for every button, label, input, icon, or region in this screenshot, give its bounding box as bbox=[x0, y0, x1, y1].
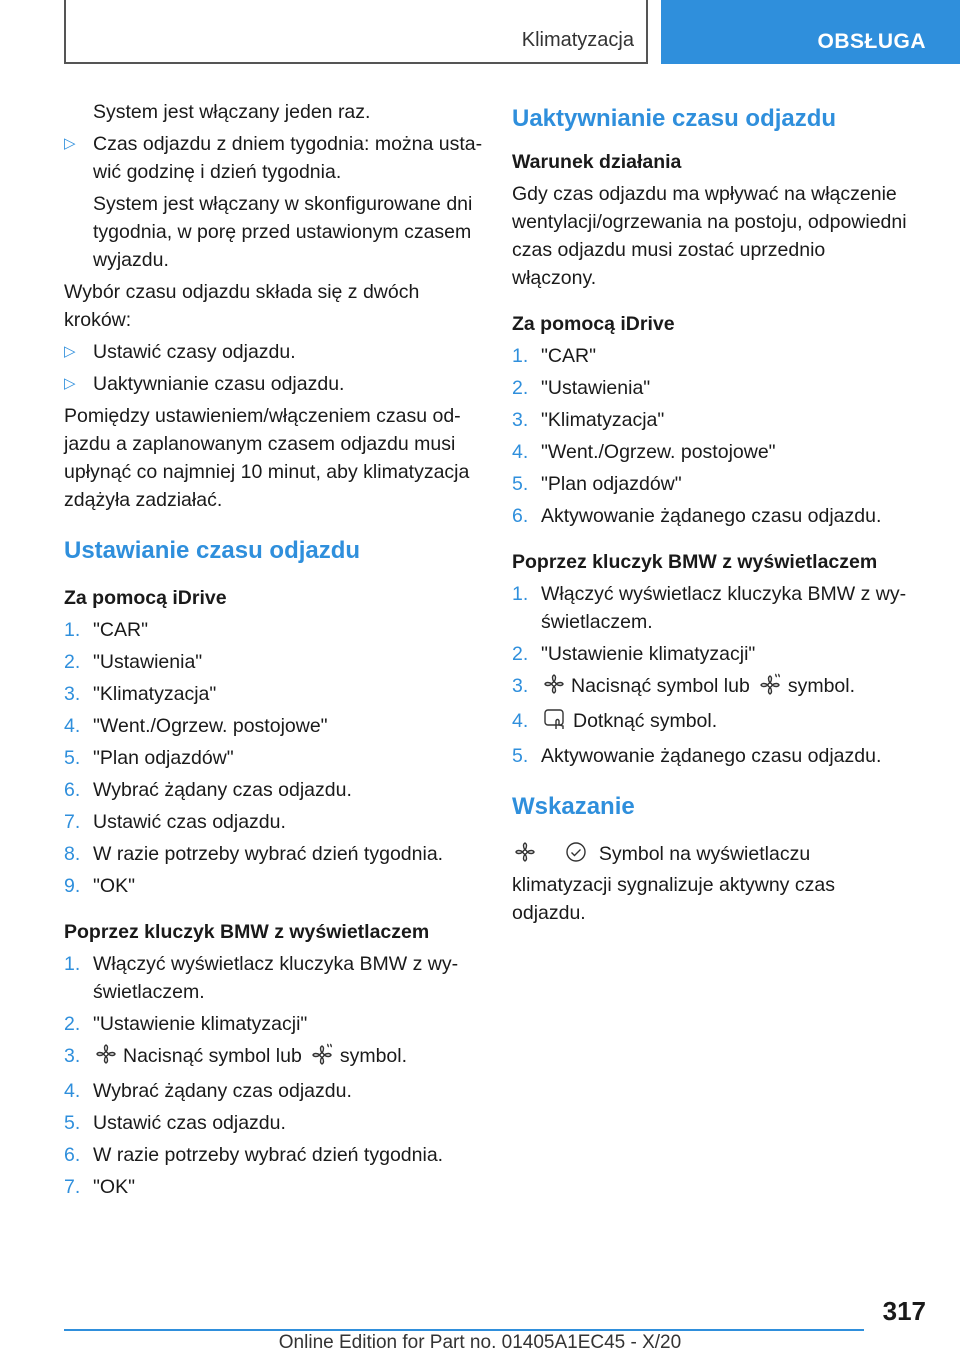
list-item bbox=[512, 672, 912, 703]
bullet-text: Uaktywnianie czasu odjazdu. bbox=[93, 373, 345, 395]
step-text: Włączyć wyświetlacz kluczyka BMW z wy‐ świetlaczem. bbox=[541, 583, 907, 633]
step-text: Ustawić czas odjazdu. bbox=[93, 811, 286, 833]
step-number: 5. bbox=[512, 745, 529, 767]
list-item bbox=[512, 502, 912, 530]
step-number: 4. bbox=[64, 1080, 81, 1102]
subheading: Poprzez kluczyk BMW z wyświetlaczem bbox=[64, 921, 430, 943]
step-text bbox=[93, 1042, 407, 1073]
list-item bbox=[64, 840, 484, 868]
list-item bbox=[512, 406, 912, 434]
section-tab bbox=[661, 0, 960, 64]
step-number: 2. bbox=[64, 651, 81, 673]
step-text: "Ustawienie klimatyzacji" bbox=[541, 643, 756, 665]
list-item bbox=[512, 374, 912, 402]
step-text: Wybrać żądany czas odjazdu. bbox=[93, 779, 352, 801]
list-item bbox=[64, 680, 484, 708]
list-item bbox=[64, 872, 484, 900]
list-item bbox=[64, 648, 484, 676]
paragraph: Wybór czasu odjazdu składa się z dwóch kroków: bbox=[64, 281, 420, 331]
section-heading: Uaktywnianie czasu odjazdu bbox=[512, 105, 837, 132]
step-text-a: Nacisnąć symbol lub bbox=[571, 675, 750, 697]
step-text bbox=[541, 707, 717, 738]
list-item bbox=[64, 712, 484, 740]
step-list bbox=[64, 616, 484, 900]
subheading: Za pomocą iDrive bbox=[512, 313, 675, 335]
section-heading: Wskazanie bbox=[512, 793, 635, 820]
touch-icon bbox=[543, 708, 567, 738]
list-item bbox=[64, 950, 484, 1006]
step-list bbox=[512, 342, 912, 530]
step-text-b: symbol. bbox=[787, 675, 856, 697]
step-number: 3. bbox=[512, 675, 529, 697]
step-number: 2. bbox=[512, 377, 529, 399]
step-number: 4. bbox=[512, 441, 529, 463]
step-text: "OK" bbox=[93, 1176, 136, 1198]
subheading: Za pomocą iDrive bbox=[64, 587, 227, 609]
triangle-bullet-icon: ▷ bbox=[64, 343, 76, 360]
step-text: "Ustawienia" bbox=[93, 651, 203, 673]
paragraph: System jest włączany w skonfigurowane dni tygodnia, w porę przed ustawionym czasem wyjazdu. bbox=[93, 193, 473, 271]
subheading: Warunek działania bbox=[512, 151, 682, 173]
step-text-a: Nacisnąć symbol lub bbox=[123, 1045, 302, 1067]
step-text: Wybrać żądany czas odjazdu. bbox=[93, 1080, 352, 1102]
step-text: "CAR" bbox=[93, 619, 149, 641]
bullet-text: Ustawić czasy odjazdu. bbox=[93, 341, 296, 363]
step-text: "Ustawienia" bbox=[541, 377, 651, 399]
list-item bbox=[64, 776, 484, 804]
step-number: 1. bbox=[64, 619, 81, 641]
step-number: 3. bbox=[512, 409, 529, 431]
step-number: 2. bbox=[512, 643, 529, 665]
list-item bbox=[512, 640, 912, 668]
step-text: "Klimatyzacja" bbox=[541, 409, 665, 431]
step-number: 1. bbox=[512, 345, 529, 367]
step-text: "OK" bbox=[93, 875, 136, 897]
list-item bbox=[64, 338, 484, 366]
step-text-a: Dotknąć symbol. bbox=[573, 710, 718, 732]
chapter-title: Klimatyzacja bbox=[521, 29, 634, 51]
list-item bbox=[512, 707, 912, 738]
left-column bbox=[64, 98, 484, 1205]
step-text: W razie potrzeby wybrać dzień tygodnia. bbox=[93, 1144, 444, 1166]
list-item bbox=[64, 1109, 484, 1137]
bullet-text: Czas odjazdu z dniem tygodnia: można usta‐ wić godzinę i dzień tygodnia. bbox=[93, 133, 483, 183]
list-item bbox=[64, 808, 484, 836]
paragraph: System jest włączany jeden raz. bbox=[93, 101, 371, 123]
fan-icon bbox=[514, 841, 536, 871]
step-text: W razie potrzeby wybrać dzień tygodnia. bbox=[93, 843, 444, 865]
fan-icon bbox=[95, 1043, 117, 1073]
triangle-bullet-icon: ▷ bbox=[64, 375, 76, 392]
list-item bbox=[64, 1010, 484, 1038]
step-text: "CAR" bbox=[541, 345, 597, 367]
step-text: "Went./Ogrzew. postojowe" bbox=[541, 441, 776, 463]
step-number: 8. bbox=[64, 843, 81, 865]
step-number: 5. bbox=[64, 1112, 81, 1134]
step-number: 7. bbox=[64, 811, 81, 833]
step-number: 4. bbox=[512, 710, 529, 732]
list-item bbox=[512, 742, 912, 770]
paragraph: Gdy czas odjazdu ma wpływać na włączenie wentylacji/ogrzewania na postoju, odpowiedni czas odjazdu musi zostać uprzednio włączony. bbox=[512, 183, 907, 289]
list-item bbox=[64, 616, 484, 644]
step-text: "Went./Ogrzew. postojowe" bbox=[93, 715, 328, 737]
step-text: "Plan odjazdów" bbox=[93, 747, 234, 769]
header-box bbox=[64, 0, 648, 64]
step-number: 6. bbox=[64, 1144, 81, 1166]
triangle-bullet-icon: ▷ bbox=[64, 135, 76, 152]
list-item bbox=[64, 1173, 484, 1201]
list-item bbox=[512, 580, 912, 636]
edition-footer: Online Edition for Part no. 01405A1EC45 - X/20 bbox=[278, 1332, 682, 1353]
step-number: 5. bbox=[64, 747, 81, 769]
list-item bbox=[512, 438, 912, 466]
list-item bbox=[64, 130, 484, 186]
list-item bbox=[512, 470, 912, 498]
clock-check-icon bbox=[565, 841, 587, 871]
step-number: 3. bbox=[64, 683, 81, 705]
step-text-b: symbol. bbox=[339, 1045, 408, 1067]
step-text: Włączyć wyświetlacz kluczyka BMW z wy‐ świetlaczem. bbox=[93, 953, 459, 1003]
paragraph bbox=[512, 840, 912, 927]
page-number: 317 bbox=[882, 1296, 926, 1326]
step-number: 4. bbox=[64, 715, 81, 737]
step-number: 7. bbox=[64, 1176, 81, 1198]
step-number: 3. bbox=[64, 1045, 81, 1067]
step-number: 1. bbox=[512, 583, 529, 605]
step-text bbox=[541, 672, 855, 703]
fan-icon bbox=[543, 673, 565, 703]
step-text: Ustawić czas odjazdu. bbox=[93, 1112, 286, 1134]
step-text: Aktywowanie żądanego czasu odjazdu. bbox=[541, 745, 882, 767]
section-label: OBSŁUGA bbox=[817, 30, 926, 53]
fan-heat-icon bbox=[760, 673, 782, 703]
step-number: 9. bbox=[64, 875, 81, 897]
step-list bbox=[512, 580, 912, 770]
list-item bbox=[64, 1077, 484, 1105]
list-item bbox=[64, 1141, 484, 1169]
footer-divider bbox=[64, 1329, 864, 1331]
step-number: 5. bbox=[512, 473, 529, 495]
step-text: Aktywowanie żądanego czasu odjazdu. bbox=[541, 505, 882, 527]
step-text: "Ustawienie klimatyzacji" bbox=[93, 1013, 308, 1035]
step-number: 2. bbox=[64, 1013, 81, 1035]
subheading: Poprzez kluczyk BMW z wyświetlaczem bbox=[512, 551, 878, 573]
indicator-text: Symbol na wyświetlaczu klimatyzacji sygnalizuje aktywny czas odjazdu. bbox=[512, 843, 835, 924]
list-item bbox=[512, 342, 912, 370]
step-number: 6. bbox=[64, 779, 81, 801]
list-item bbox=[64, 744, 484, 772]
section-heading: Ustawianie czasu odjazdu bbox=[64, 537, 361, 564]
paragraph: Pomiędzy ustawieniem/włączeniem czasu od‐ jazdu a zaplanowanym czasem odjazdu musi upłynąć co najmniej 10 minut, aby klimatyzacja zdążyła zadziałać. bbox=[64, 405, 470, 511]
step-number: 1. bbox=[64, 953, 81, 975]
step-text: "Plan odjazdów" bbox=[541, 473, 682, 495]
list-item bbox=[64, 1042, 484, 1073]
right-column bbox=[512, 98, 912, 931]
step-number: 6. bbox=[512, 505, 529, 527]
list-item bbox=[64, 370, 484, 398]
fan-heat-icon bbox=[312, 1043, 334, 1073]
step-text: "Klimatyzacja" bbox=[93, 683, 217, 705]
step-list bbox=[64, 950, 484, 1201]
